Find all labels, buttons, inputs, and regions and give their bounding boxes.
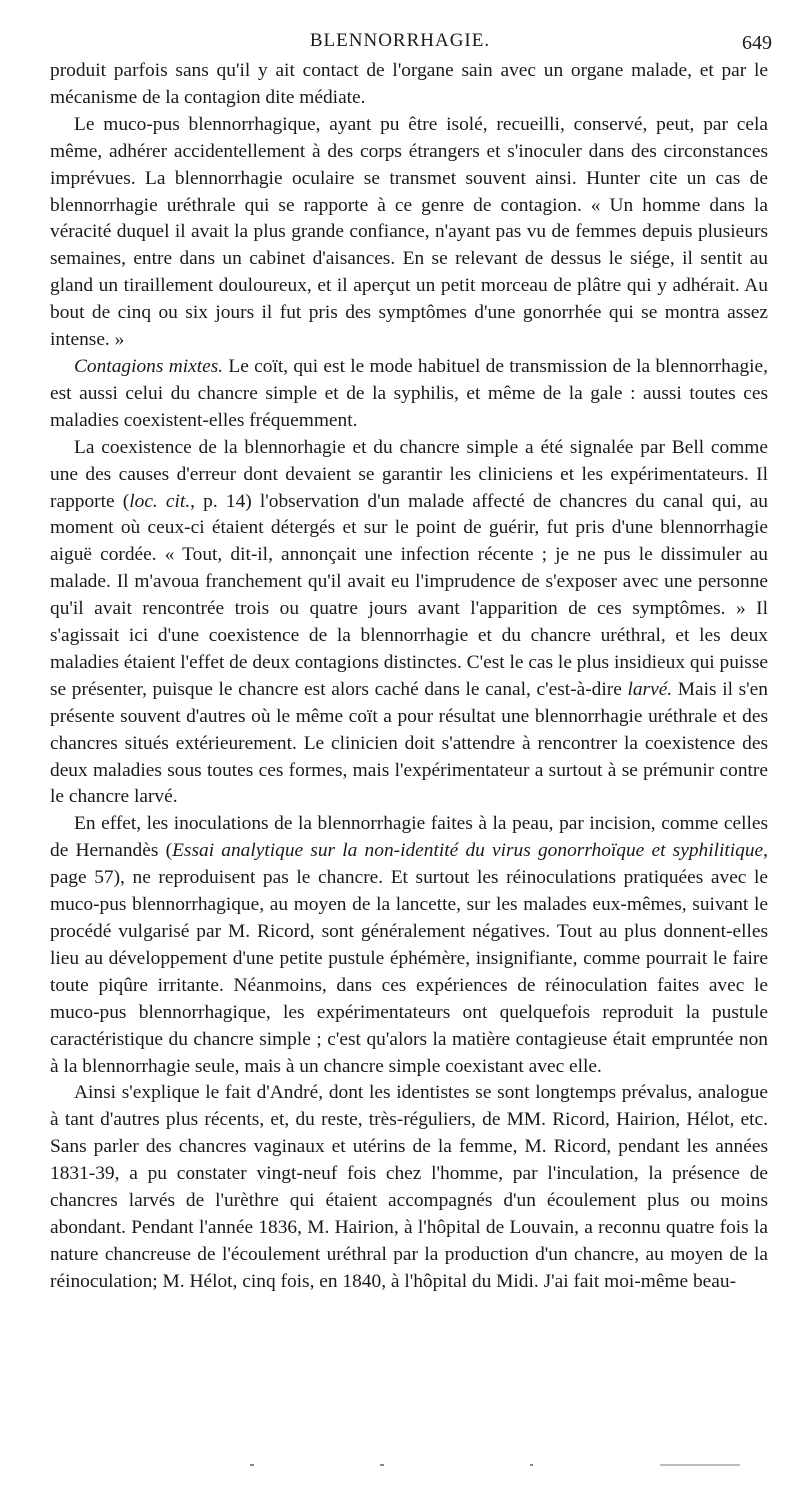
paragraph-5-rest: , page 57), ne reproduisent pas le chancre. Et surtout les réinoculations pratiquées avec le muco-pus blennorrhagique, au moyen de la lancette, sur les malades eux-mêmes, suivant le procédé vulgarisé par M. Ricord, sont généralement négatives. Tout au plus donnent-elles lieu au développement d'une petite pustule éphémère, insignifiante, comme pourrait le faire toute piqûre irritante. Néanmoins, dans ces expériences de réinoculation faites avec le muco-pus blennorrhagique, les expérimentateurs ont quelquefois reproduit la pustule caractéristique du chancre simple ; c'est qu'alors la matière contagieuse était empruntée non à la blennorrhagie seule, mais à un chancre simple coexistant avec elle.: [50, 840, 768, 1077]
page-header: [0, 30, 800, 60]
ink-mark: [380, 1464, 384, 1466]
paragraph-5: [50, 811, 768, 1080]
paragraph-1: produit parfois sans qu'il y ait contact de l'organe sain avec un organe malade, et par le mécanisme de la contagion dite médiate.: [50, 60, 768, 108]
body-text: [50, 58, 768, 1296]
running-title: BLENNORRHAGIE.: [309, 30, 491, 51]
citation: loc. cit.: [129, 490, 191, 512]
book-title: Essai analytique sur la non-identité du virus gonorrhoïque et syphilitique: [172, 840, 764, 862]
ink-mark: [250, 1464, 254, 1466]
ink-mark: [530, 1464, 533, 1466]
paragraph-3-text: Le coït, qui est le mode habituel de transmission de la blennorrhagie, est aussi celui du chancre simple et de la syphilis, et même de la gale : aussi toutes ces maladies coexistent-elles fréquemment.: [50, 355, 768, 431]
ink-mark: [660, 1464, 740, 1466]
paragraph-6: Ainsi s'explique le fait d'André, dont les identistes se sont longtemps prévalus, analogue à tant d'autres plus récents, et, du reste, très-réguliers, de MM. Ricord, Hairion, Hélot, etc. Sans parler des chancres vaginaux et utérins de la femme, M. Ricord, pendant les années 1831-39, a pu constater vingt-neuf fois chez l'homme, par l'inculation, la présence de chancres larvés de l'urèthre qui étaient accompagnés d'un écoulement plus ou moins abondant. Pendant l'année 1836, M. Hairion, à l'hôpital de Louvain, a reconnu quatre fois la nature chancreuse de l'écoulement uréthral par la production d'un chancre, au moyen de la réinoculation; M. Hélot, cinq fois, en 1840, à l'hôpital du Midi. J'ai fait moi-même beau-: [50, 1082, 768, 1292]
paragraph-4-middle: , p. 14) l'observation d'un malade affecté de chancres du canal qui, au moment où ceux-ci étaient détergés et sur le point de guérir, fut pris d'une blennorrhagie aiguë cordée. « Tout, dit-il, annonçait une infection récente ; je ne pus le dissimuler au malade. Il m'avoua franchement qu'il avait eu l'imprudence de s'exposer avec une personne qu'il avait rencontrée trois ou quatre jours avant l'apparition de ces symptômes. » Il s'agissait ici d'une coexistence de la blennorrhagie et du chancre uréthral, et les deux maladies étaient l'effet de deux contagions distinctes. C'est le cas le plus insidieux qui puisse se présenter, puisque le chancre est alors caché dans le canal, c'est-à-dire: [50, 490, 769, 700]
emphasis-larve: larvé.: [627, 678, 673, 700]
paragraph-heading: Contagions mixtes.: [74, 355, 224, 377]
page-number: 649: [742, 32, 772, 54]
paragraph-4-start: La coexistence de la blennorhagie et du chancre simple a été signalée par Bell comme une des causes d'erreur dont devaient se garantir les cliniciens et les expérimentateurs. Il rapporte (: [50, 436, 768, 512]
paragraph-3: [50, 354, 768, 435]
footer-marks: [60, 1460, 760, 1472]
paragraph-4-end: Mais il s'en présente souvent d'autres où le même coït a pour résultat une blennorrhagie uréthrale et des chancres situés extérieurement. Le clinicien doit s'attendre à rencontrer la coexistence des deux maladies sous toutes ces formes, mais l'expérimentateur a surtout à se prémunir contre le chancre larvé.: [50, 678, 768, 808]
paragraph-2: Le muco-pus blennorrhagique, ayant pu être isolé, recueilli, conservé, peut, par cela même, adhérer accidentellement à des corps étrangers et s'inoculer dans des circonstances imprévues. La blennorrhagie oculaire se transmet souvent ainsi. Hunter cite un cas de blennorrhagie uréthrale qui se rapporte à ce genre de contagion. « Un homme dans la véracité duquel il avait la plus grande confiance, n'ayant pas vu de femmes depuis plusieurs semaines, entre dans un cabinet d'aisances. En se relevant de dessus le siége, il sentit au gland un tiraillement douloureux, et il aperçut un petit morceau de plâtre qui y adhérait. Au bout de cinq ou six jours il fut pris des symptômes d'une gonorrhée qui se montra assez intense. »: [50, 113, 768, 351]
paragraph-5-start: En effet, les inoculations de la blennorrhagie faites à la peau, par incision, comme celles de Hernandès (: [50, 813, 768, 862]
paragraph-4: [50, 435, 768, 812]
